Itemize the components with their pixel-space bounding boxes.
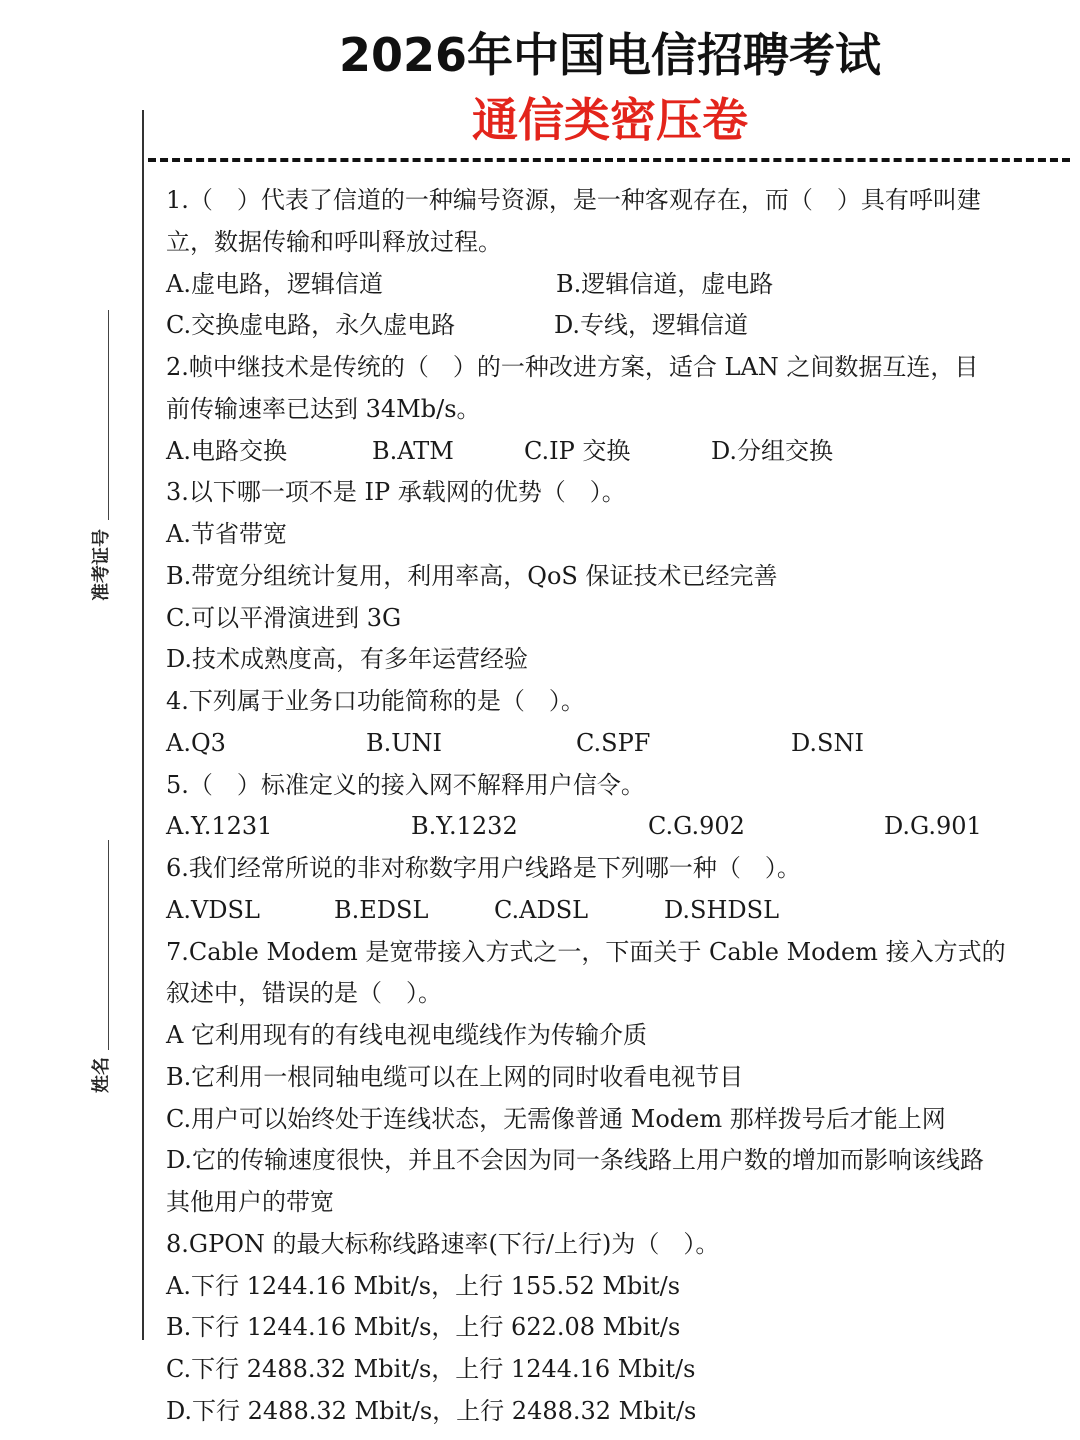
option-row	[166, 431, 1066, 473]
question-stem-line: 3.以下哪一项不是 IP 承载网的优势（ ）。	[166, 478, 626, 507]
option-item: D.专线，逻辑信道	[554, 311, 749, 340]
option-row	[166, 1266, 1066, 1308]
dashed-divider	[148, 158, 1070, 162]
option-item: D.SHDSL	[664, 895, 780, 924]
option-row	[166, 514, 1066, 556]
question-2	[166, 347, 1066, 472]
option-row	[166, 1057, 1066, 1099]
question-4	[166, 681, 1066, 765]
option-item: A.VDSL	[166, 895, 260, 924]
name-label: 姓名	[91, 1057, 112, 1093]
option-item: A.节省带宽	[166, 520, 287, 548]
option-row	[166, 639, 1066, 681]
option-row	[166, 556, 1066, 598]
option-row	[166, 723, 1066, 765]
option-item: B.Y.1232	[411, 812, 518, 841]
option-item: 其他用户的带宽	[166, 1188, 334, 1216]
option-row	[166, 1391, 1066, 1433]
option-item: B.逻辑信道，虚电路	[556, 269, 774, 298]
option-item: B.EDSL	[334, 895, 429, 924]
option-item: B.它利用一根同轴电缆可以在上网的同时收看电视节目	[166, 1062, 744, 1091]
page-subtitle: 通信类密压卷	[472, 93, 748, 147]
option-item: A.Q3	[166, 728, 226, 757]
option-row	[166, 1349, 1066, 1391]
option-row	[166, 806, 1066, 848]
question-stem-line: 8.GPON 的最大标称线路速率(下行/上行)为（ ）。	[166, 1229, 720, 1258]
option-item: B.UNI	[366, 728, 442, 757]
option-item: D.分组交换	[711, 436, 834, 465]
question-7	[166, 932, 1066, 1224]
exam-id-underline	[108, 310, 109, 520]
option-item: B.带宽分组统计复用，利用率高，QoS 保证技术已经完善	[166, 561, 778, 590]
question-stem-line: 立，数据传输和呼叫释放过程。	[166, 227, 502, 256]
page-title: 2026年中国电信招聘考试	[338, 28, 882, 82]
option-item: C.可以平滑演进到 3G	[166, 603, 402, 632]
option-row	[166, 890, 1066, 932]
option-item: A 它利用现有的有线电视电缆线作为传输介质	[166, 1021, 647, 1049]
option-row	[166, 305, 1066, 347]
question-8	[166, 1224, 1066, 1433]
option-item: A.Y.1231	[166, 812, 273, 841]
question-stem-line: 叙述中，错误的是（ ）。	[166, 979, 442, 1008]
question-stem-line: 前传输速率已达到 34Mb/s。	[166, 394, 481, 423]
question-stem-line: 5.（ ）标准定义的接入网不解释用户信令。	[166, 770, 645, 799]
option-item: C.下行 2488.32 Mbit/s，上行 1244.16 Mbit/s	[166, 1355, 696, 1383]
option-row	[166, 1307, 1066, 1349]
option-item: C.交换虚电路，永久虚电路	[166, 311, 456, 340]
option-item: D.G.901	[884, 812, 982, 841]
question-list	[166, 180, 1066, 1433]
option-row	[166, 1140, 1066, 1182]
question-stem-line: 1.（ ）代表了信道的一种编号资源，是一种客观存在，而（ ）具有呼叫建	[166, 186, 981, 214]
option-item: B.下行 1244.16 Mbit/s，上行 622.08 Mbit/s	[166, 1313, 681, 1342]
option-item: C.IP 交换	[524, 436, 631, 465]
question-1	[166, 180, 1066, 347]
option-item: D.下行 2488.32 Mbit/s，上行 2488.32 Mbit/s	[166, 1396, 697, 1425]
option-item: A.下行 1244.16 Mbit/s，上行 155.52 Mbit/s	[166, 1271, 681, 1300]
option-item: C.SPF	[576, 728, 651, 757]
question-stem-line: 7.Cable Modem 是宽带接入方式之一，下面关于 Cable Modem 接入方式的	[166, 937, 1006, 966]
option-item: C.ADSL	[494, 895, 589, 924]
question-6	[166, 848, 1066, 932]
option-item: A.虚电路，逻辑信道	[166, 269, 383, 298]
question-stem-line: 2.帧中继技术是传统的（ ）的一种改进方案，适合 LAN 之间数据互连，目	[166, 353, 979, 381]
option-item: D.技术成熟度高，有多年运营经验	[166, 645, 529, 674]
option-row	[166, 1182, 1066, 1224]
option-row	[166, 1099, 1066, 1141]
question-stem-line: 6.我们经常所说的非对称数字用户线路是下列哪一种（ ）。	[166, 854, 801, 882]
binding-line	[142, 110, 144, 1340]
exam-id-label: 准考证号	[91, 529, 112, 601]
option-item: D.它的传输速度很快，并且不会因为同一条线路上用户数的增加而影响该线路	[166, 1146, 985, 1175]
option-item: C.用户可以始终处于连线状态，无需像普通 Modem 那样拨号后才能上网	[166, 1104, 946, 1133]
option-item: B.ATM	[372, 436, 454, 465]
question-stem-line: 4.下列属于业务口功能简称的是（ ）。	[166, 687, 585, 715]
question-3	[166, 472, 1066, 681]
option-row	[166, 1015, 1066, 1057]
option-row	[166, 598, 1066, 640]
option-item: D.SNI	[791, 728, 864, 757]
option-row	[166, 264, 1066, 306]
option-item: C.G.902	[648, 812, 745, 841]
name-underline	[108, 840, 109, 1050]
option-item: A.电路交换	[166, 436, 287, 465]
question-5	[166, 765, 1066, 849]
